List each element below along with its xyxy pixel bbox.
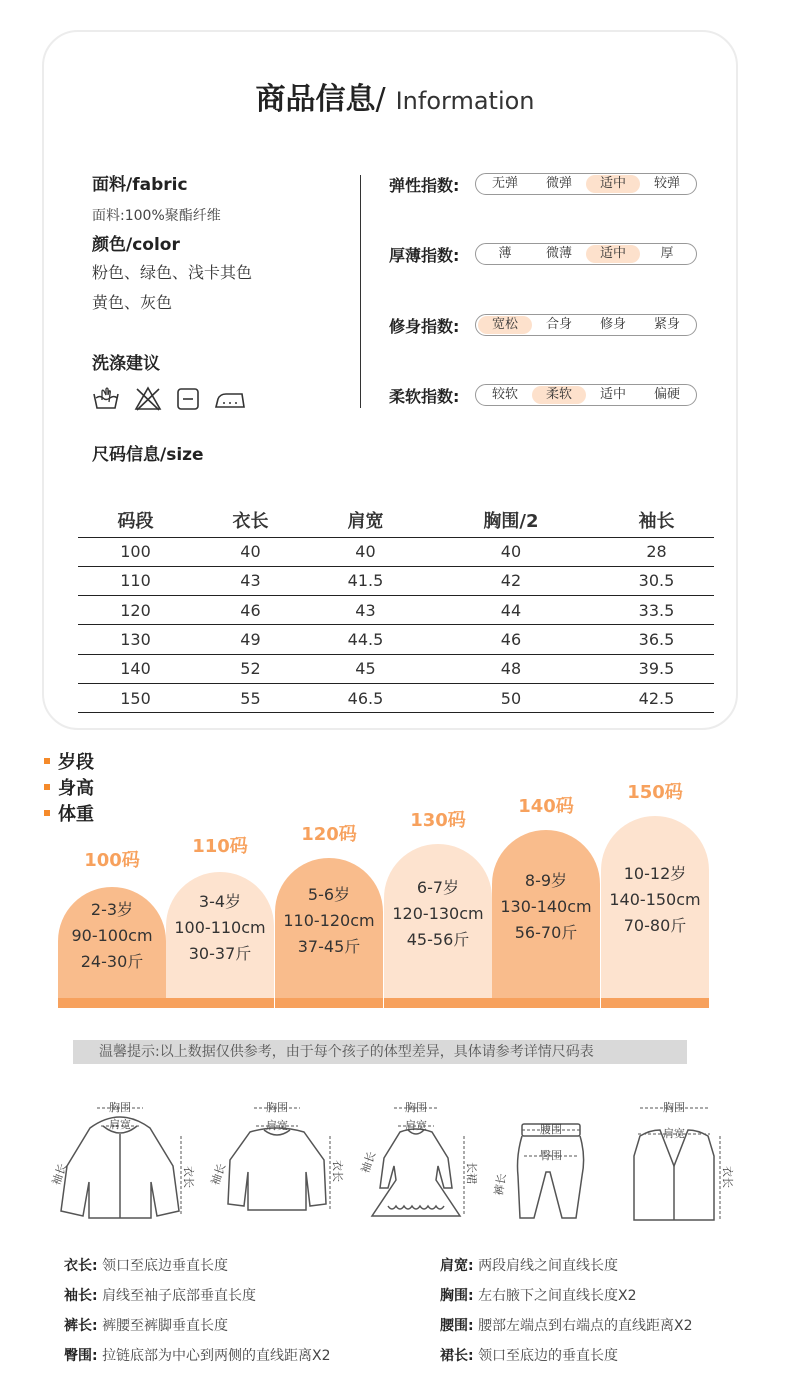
fit-index	[389, 313, 697, 337]
definition-term: 臀围:	[64, 1348, 98, 1364]
vertical-divider	[360, 175, 361, 408]
size-age: 10-12岁	[623, 864, 687, 883]
length-label: 衣长	[721, 1166, 734, 1188]
definition-item	[440, 1315, 693, 1335]
fit-option: 紧身	[653, 317, 680, 332]
elasticity-option: 较弹	[653, 176, 680, 191]
legend-item-weight	[44, 800, 94, 826]
size-card-base	[384, 998, 492, 1008]
table-cell: 50	[423, 683, 599, 712]
softness-scale	[475, 384, 697, 406]
sleeve-label: 袖长	[208, 1161, 229, 1188]
size-height: 100-110cm	[174, 918, 266, 937]
length-label: 衣长	[331, 1160, 344, 1182]
thickness-option-selected: 适中	[586, 245, 640, 263]
size-card-base	[601, 998, 709, 1008]
definition-term: 胸围:	[440, 1288, 474, 1304]
definition-item	[64, 1345, 331, 1365]
definition-term: 腰围:	[440, 1318, 474, 1334]
table-cell: 55	[193, 683, 308, 712]
size-card-base	[275, 998, 383, 1008]
definition-item	[440, 1345, 618, 1365]
size-height: 120-130cm	[392, 904, 484, 923]
elasticity-scale	[475, 173, 697, 195]
table-cell: 40	[308, 537, 423, 566]
shoulder-label: 肩宽	[109, 1118, 131, 1131]
legend-item-age	[44, 748, 94, 774]
table-row	[78, 566, 714, 595]
size-age: 3-4岁	[198, 892, 242, 911]
elasticity-option: 无弹	[491, 176, 518, 191]
size-code: 100码	[84, 850, 140, 871]
size-code: 110码	[192, 836, 248, 857]
col-header: 码段	[117, 510, 154, 532]
definition-term: 肩宽:	[440, 1258, 474, 1274]
size-card	[601, 816, 709, 998]
col-header: 胸围/2	[483, 510, 539, 532]
table-cell: 40	[193, 537, 308, 566]
definition-desc: 领口至底边垂直长度	[102, 1258, 229, 1274]
table-cell: 39.5	[599, 654, 714, 683]
definition-item	[64, 1315, 228, 1335]
table-cell: 44.5	[308, 625, 423, 654]
table-cell: 48	[423, 654, 599, 683]
definition-item	[64, 1255, 228, 1275]
definition-desc: 两段肩线之间直线长度	[478, 1258, 619, 1274]
legend-bullet	[44, 810, 50, 816]
thickness-label: 厚薄指数:	[389, 245, 460, 265]
table-row	[78, 596, 714, 625]
elasticity-index	[389, 172, 697, 196]
jacket-diagram	[45, 1096, 195, 1226]
size-code: 130码	[410, 810, 466, 831]
skirt-length-label: 长裙	[465, 1162, 478, 1184]
length-label: 衣长	[182, 1166, 195, 1188]
table-row	[78, 537, 714, 566]
fit-option: 修身	[599, 317, 626, 332]
fit-scale	[475, 314, 697, 336]
size-table	[78, 503, 714, 713]
table-cell: 130	[78, 625, 193, 654]
table-cell: 43	[193, 566, 308, 595]
size-card	[275, 858, 383, 998]
size-table-header	[78, 503, 714, 537]
softness-index	[389, 383, 697, 407]
table-cell: 150	[78, 683, 193, 712]
table-cell: 42.5	[599, 683, 714, 712]
table-cell: 40	[423, 537, 599, 566]
definition-desc: 肩线至袖子底部垂直长度	[102, 1288, 257, 1304]
fabric-label: 面料/fabric	[92, 175, 188, 195]
table-cell: 140	[78, 654, 193, 683]
legend-bullet	[44, 784, 50, 790]
table-cell: 46.5	[308, 683, 423, 712]
elasticity-option-selected: 适中	[586, 175, 640, 193]
size-weight: 30-37斤	[188, 944, 252, 963]
wash-label: 洗涤建议	[92, 354, 160, 374]
legend-item-height	[44, 774, 94, 800]
chest-label: 胸围	[405, 1101, 427, 1114]
color-label: 颜色/color	[92, 235, 180, 255]
size-card	[166, 872, 274, 998]
color-line2: 黄色、灰色	[92, 293, 173, 312]
dress-diagram	[348, 1096, 488, 1226]
size-card-base	[58, 998, 166, 1008]
softness-label: 柔软指数:	[389, 386, 460, 406]
size-age: 6-7岁	[416, 878, 460, 897]
shoulder-label: 肩宽	[266, 1119, 288, 1132]
softness-option: 较软	[491, 387, 518, 402]
table-cell: 36.5	[599, 625, 714, 654]
table-cell: 44	[423, 596, 599, 625]
col-header: 肩宽	[347, 510, 384, 532]
hip-label: 臀围	[540, 1149, 562, 1162]
legend-bullet	[44, 758, 50, 764]
definition-desc: 裤腰至裤脚垂直长度	[102, 1318, 229, 1334]
title-english: Information	[395, 87, 535, 115]
size-code: 150码	[627, 782, 683, 803]
definition-term: 裙长:	[440, 1348, 474, 1364]
size-card	[492, 830, 600, 998]
chest-label: 胸围	[109, 1101, 131, 1114]
size-card	[384, 844, 492, 998]
definition-item	[64, 1285, 256, 1305]
size-card-base	[492, 998, 600, 1008]
waist-label: 腰围	[540, 1123, 562, 1136]
size-height: 110-120cm	[283, 911, 375, 930]
thickness-scale	[475, 243, 697, 265]
no-bleach-icon	[134, 386, 162, 412]
col-header: 衣长	[232, 510, 269, 532]
definition-desc: 拉链底部为中心到两侧的直线距离X2	[102, 1348, 331, 1364]
shoulder-label: 肩宽	[405, 1119, 427, 1132]
definition-desc: 左右腋下之间直线长度X2	[478, 1288, 637, 1304]
definition-term: 衣长:	[64, 1258, 98, 1274]
table-row	[78, 654, 714, 683]
size-card	[58, 887, 166, 998]
definition-term: 袖长:	[64, 1288, 98, 1304]
table-cell: 46	[423, 625, 599, 654]
shoulder-label: 肩宽	[663, 1127, 685, 1140]
table-cell: 52	[193, 654, 308, 683]
table-cell: 120	[78, 596, 193, 625]
table-row	[78, 683, 714, 712]
size-age: 8-9岁	[524, 871, 568, 890]
col-header: 袖长	[638, 510, 675, 532]
sleeve-label: 袖长	[358, 1149, 379, 1176]
size-height: 130-140cm	[500, 897, 592, 916]
title-slash: /	[375, 82, 386, 117]
vest-diagram	[616, 1096, 736, 1226]
hand-wash-icon	[92, 386, 120, 412]
sleeve-label: 袖长	[49, 1161, 70, 1188]
size-height: 140-150cm	[609, 890, 701, 909]
definition-item	[440, 1285, 637, 1305]
tumble-dry-icon	[176, 386, 200, 412]
chest-label: 胸围	[266, 1101, 288, 1114]
table-cell: 43	[308, 596, 423, 625]
elasticity-label: 弹性指数:	[389, 175, 460, 195]
thickness-option: 薄	[498, 246, 512, 261]
thickness-option: 厚	[660, 246, 674, 261]
size-weight: 45-56斤	[406, 930, 470, 949]
iron-icon	[214, 386, 246, 412]
fit-option-selected: 宽松	[478, 316, 532, 334]
table-cell: 28	[599, 537, 714, 566]
size-code: 140码	[518, 796, 574, 817]
table-cell: 41.5	[308, 566, 423, 595]
definition-desc: 领口至底边的垂直长度	[478, 1348, 619, 1364]
size-weight: 37-45斤	[297, 937, 361, 956]
tip-bar: 温馨提示:以上数据仅供参考，由于每个孩子的体型差异，具体请参考详情尺码表	[73, 1040, 687, 1064]
table-cell: 33.5	[599, 596, 714, 625]
definition-item	[440, 1255, 618, 1275]
size-weight: 24-30斤	[80, 951, 144, 971]
softness-option: 偏硬	[653, 387, 680, 402]
sweater-diagram	[200, 1096, 350, 1226]
thickness-option: 微薄	[545, 246, 572, 261]
fit-label: 修身指数:	[389, 316, 460, 336]
color-line1: 粉色、绿色、浅卡其色	[92, 263, 253, 282]
pants-diagram	[490, 1096, 610, 1226]
table-cell: 110	[78, 566, 193, 595]
page-title	[0, 74, 790, 118]
size-age: 5-6岁	[307, 885, 351, 904]
legend-text: 体重	[58, 804, 94, 825]
table-cell: 46	[193, 596, 308, 625]
elasticity-option: 微弹	[545, 176, 572, 191]
size-guide-legend	[44, 748, 94, 826]
size-card-base	[166, 998, 274, 1008]
definition-desc: 腰部左端点到右端点的直线距离X2	[478, 1318, 693, 1334]
fabric-value: 面料:100%聚酯纤维	[92, 208, 221, 224]
table-cell: 30.5	[599, 566, 714, 595]
softness-option: 适中	[599, 387, 626, 402]
softness-option-selected: 柔软	[532, 386, 586, 404]
table-cell: 45	[308, 654, 423, 683]
definition-term: 裤长:	[64, 1318, 98, 1334]
table-cell: 100	[78, 537, 193, 566]
table-row	[78, 625, 714, 654]
chest-label: 胸围	[663, 1101, 685, 1114]
size-age: 2-3岁	[90, 899, 134, 919]
wash-icons	[92, 386, 246, 412]
size-weight: 70-80斤	[623, 916, 687, 935]
table-cell: 49	[193, 625, 308, 654]
size-height: 90-100cm	[71, 925, 153, 945]
title-chinese: 商品信息	[255, 82, 376, 117]
table-cell: 42	[423, 566, 599, 595]
size-weight: 56-70斤	[514, 923, 578, 942]
fit-option: 合身	[545, 317, 572, 332]
legend-text: 岁段	[58, 752, 94, 773]
size-code: 120码	[301, 824, 357, 845]
size-label: 尺码信息/size	[92, 445, 204, 465]
thickness-index	[389, 242, 697, 266]
legend-text: 身高	[58, 778, 94, 799]
pants-length-label: 裤长	[492, 1172, 509, 1197]
